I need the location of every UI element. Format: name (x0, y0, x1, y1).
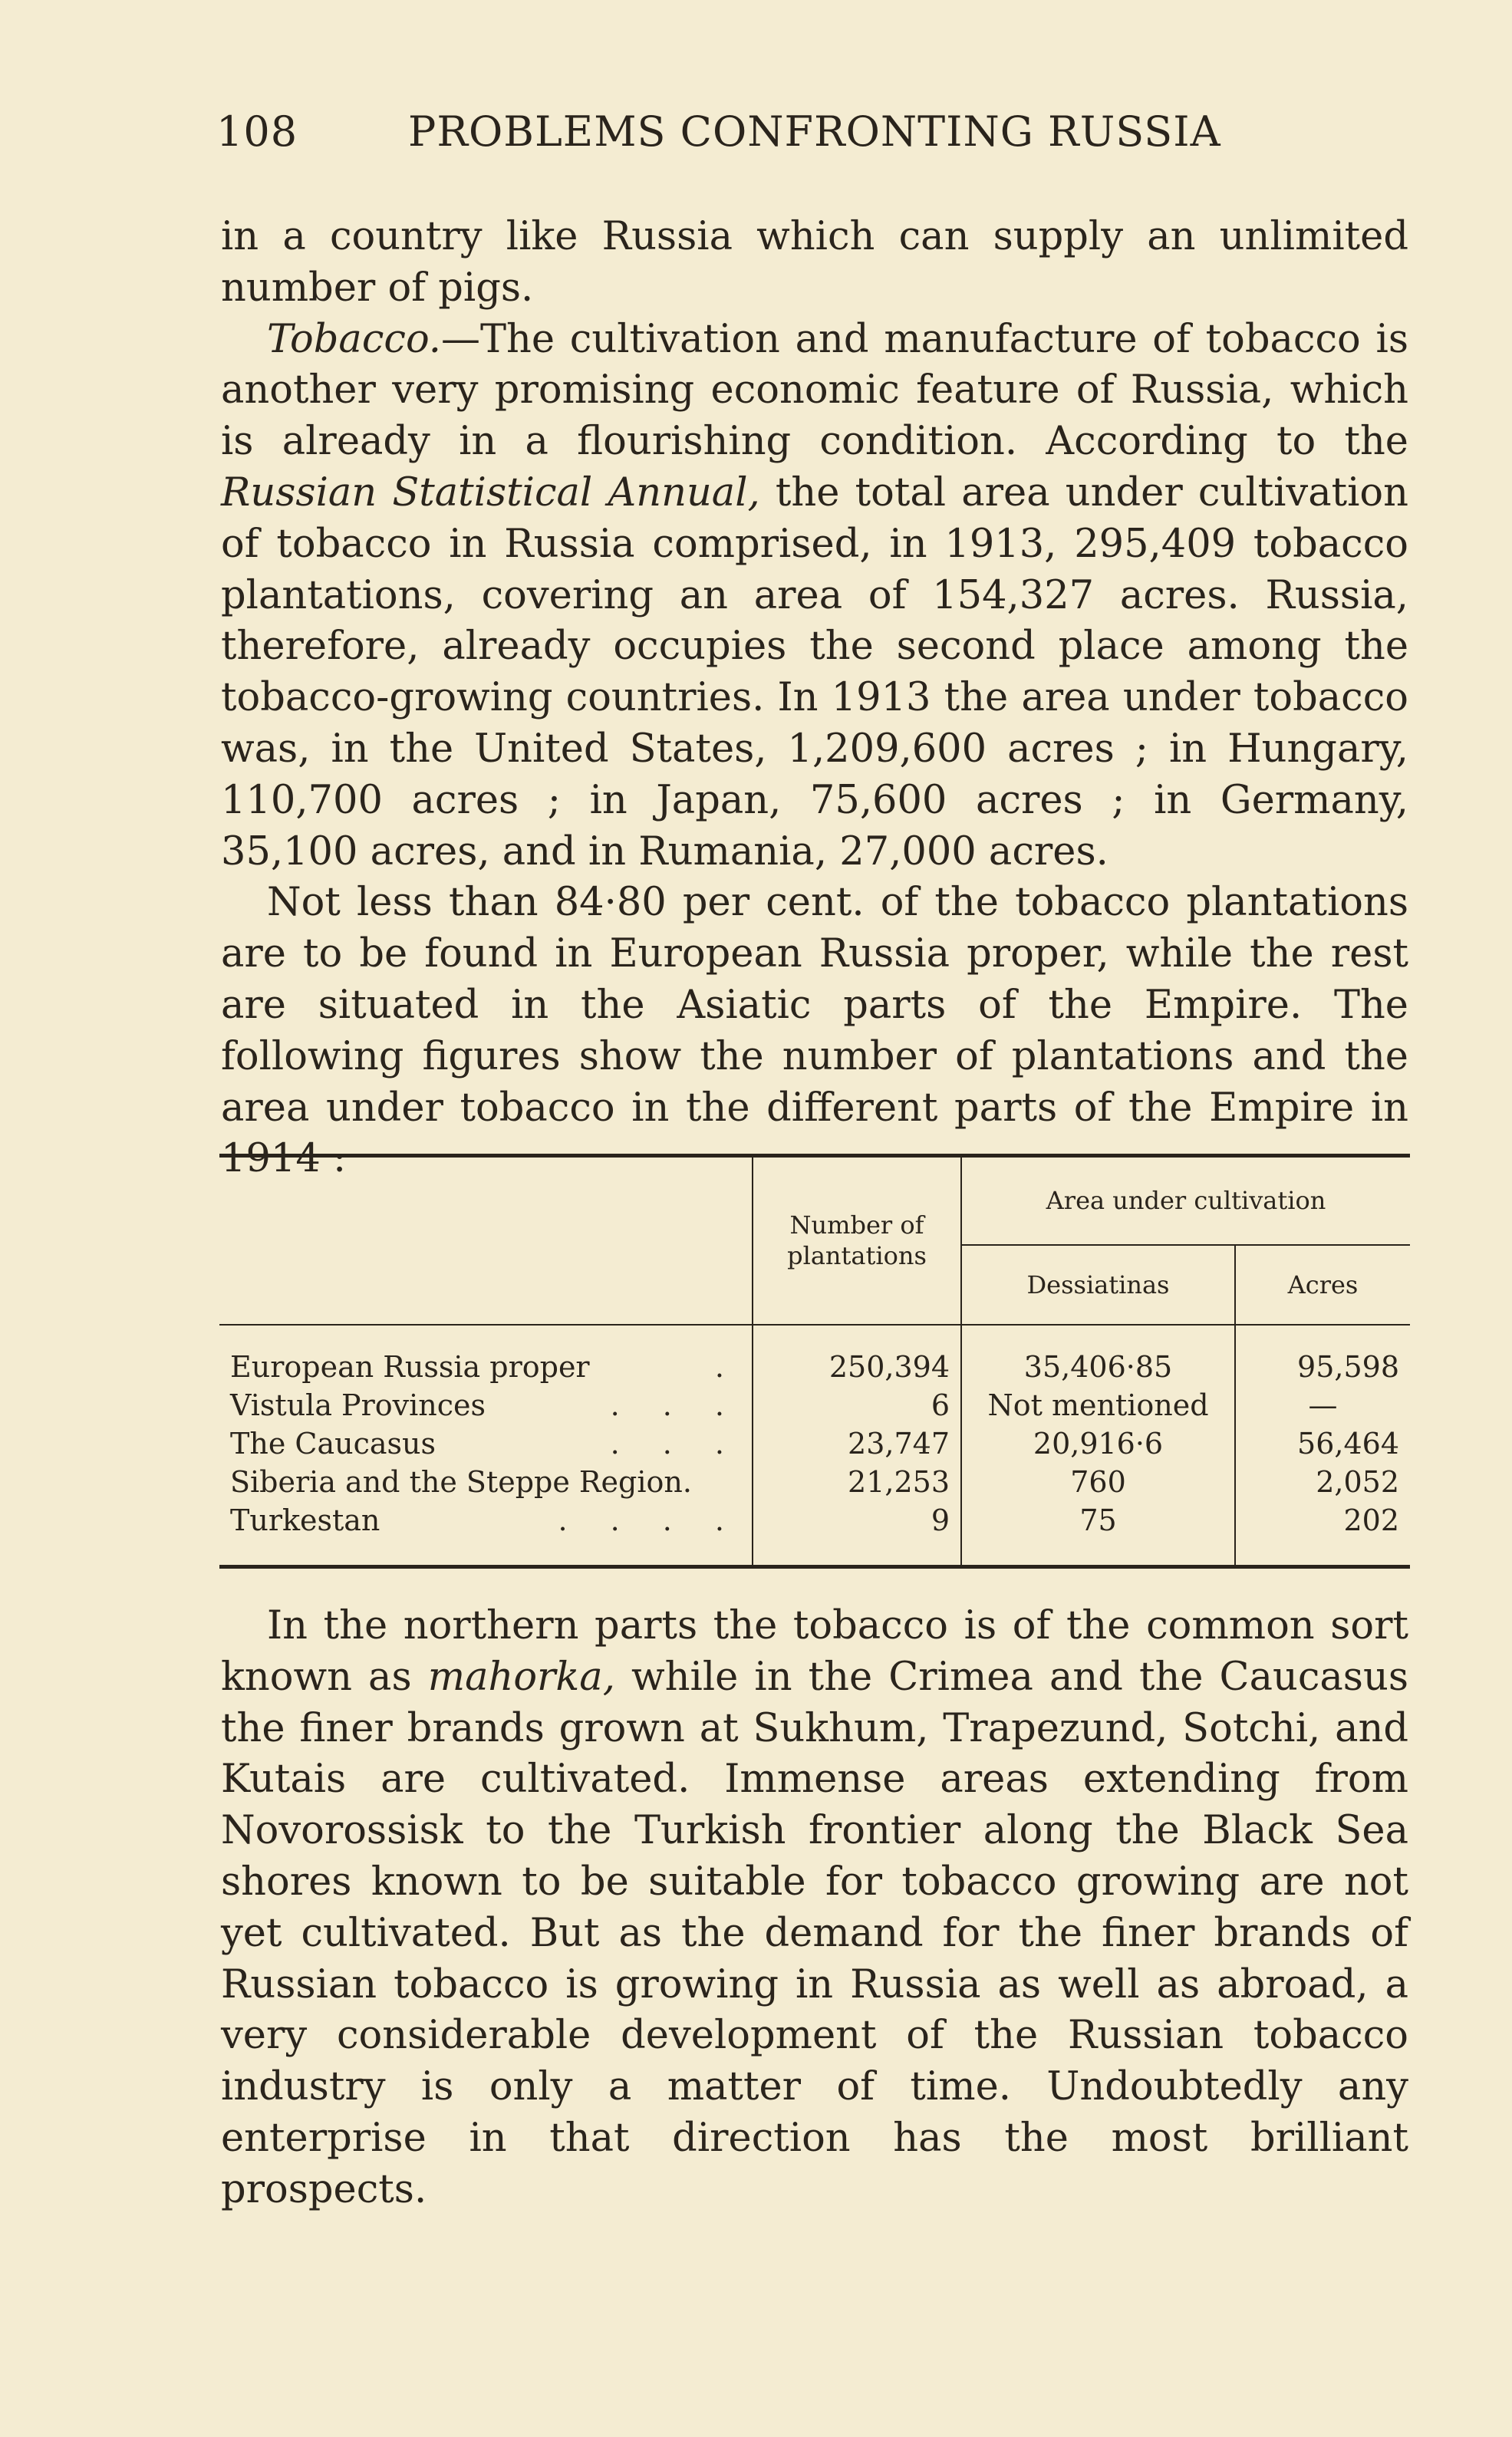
mahorka-text-1: In the northern parts the tobacco is of the common sort known as (221, 1603, 1408, 1700)
running-title: PROBLEMS CONFRONTING RUSSIA (408, 107, 1221, 156)
paragraph-distribution: Not less than 84·80 per cent. of the tobacco plantations are to be found in European Russia proper, while the rest are situated in the Asiatic parts of the Empire. The following figures show the number of plantations and the area under tobacco in the different parts of the Empire in 1914 : (221, 880, 1408, 1182)
body-text-lower (221, 1601, 1408, 2216)
dessiatinas-value: 35,406·85 (961, 1348, 1235, 1386)
plantations-value: 250,394 (753, 1348, 961, 1386)
body-text-upper (221, 212, 1408, 1185)
paragraph-tobacco (221, 315, 1408, 878)
dessiatinas-value: 760 (961, 1463, 1235, 1501)
plantations-header: Number of plantations (753, 1156, 961, 1325)
acres-value: 202 (1235, 1501, 1410, 1540)
region-name: The Caucasus (230, 1426, 436, 1461)
region-name: Turkestan (230, 1503, 380, 1537)
leader-dots: . . . (610, 1388, 741, 1422)
plantations-value: 23,747 (753, 1424, 961, 1463)
plantations-value: 6 (753, 1386, 961, 1424)
plantations-table (219, 1154, 1410, 1583)
leader-dots: . . . (610, 1426, 741, 1461)
source-title: Russian Statistical Annual, (221, 469, 760, 515)
acres-value: 95,598 (1235, 1348, 1410, 1386)
acres-value: 2,052 (1235, 1463, 1410, 1501)
paragraph-pigs: in a country like Russia which can supply an unlimited number of pigs. (221, 214, 1408, 311)
acres-value: — (1235, 1386, 1410, 1424)
acres-value: 56,464 (1235, 1424, 1410, 1463)
table-row (219, 1463, 1410, 1501)
plantations-value: 9 (753, 1501, 961, 1540)
table-row (219, 1424, 1410, 1463)
tobacco-lead: Tobacco. (267, 316, 441, 362)
leader-dots: . (682, 1464, 692, 1499)
tobacco-text-1: —The cultivation and manufacture of tobacco is another very promising economic feature of Russia, which is already in a flourishing condition. According to the (221, 316, 1408, 465)
leader-dots: . (714, 1349, 741, 1384)
tobacco-text-2: the total area under cultivation of tobacco in Russia comprised, in 1913, 295,409 tobacco plantations, covering an area of 154,327 acres. Russia, therefore, already occupies the second place among the tobacco-growing countries. In 1913 the area under tobacco was, in the United States, 1,209,600 acres ; in Hungary, 110,700 acres ; in Japan, 75,600 acres ; in Germany, 35,100 acres, and in Rumania, 27,000 acres. (221, 469, 1408, 874)
region-name: Vistula Provinces (230, 1388, 486, 1422)
acres-header: Acres (1235, 1245, 1410, 1325)
page-number: 108 (216, 107, 298, 156)
dessiatinas-value: 20,916·6 (961, 1424, 1235, 1463)
dessiatinas-value: Not mentioned (961, 1386, 1235, 1424)
area-header: Area under cultivation (961, 1156, 1410, 1245)
region-name: European Russia proper (230, 1349, 590, 1384)
leader-dots: . . . . (558, 1503, 741, 1537)
table-row (219, 1348, 1410, 1386)
dessiatinas-header: Dessiatinas (961, 1245, 1235, 1325)
region-header (219, 1156, 753, 1325)
plantations-value: 21,253 (753, 1463, 961, 1501)
mahorka-text-2: while in the Crimea and the Caucasus the finer brands grown at Sukhum, Trapezund, Sotchi, and Kutais are cultivated. Immense areas extending from Novorossisk to the Turkish frontier along the Black Sea shores known to be suitable for tobacco growing are not yet cultivated. But as the demand for the finer brands of Russian tobacco is growing in Russia as well as abroad, a very considerable development of the Russian tobacco industry is only a matter of time. Undoubtedly any enterprise in that direction has the most brilliant prospects. (221, 1654, 1408, 2212)
dessiatinas-value: 75 (961, 1501, 1235, 1540)
region-name: Siberia and the Steppe Region (230, 1464, 683, 1499)
table-row (219, 1501, 1410, 1540)
running-head (216, 107, 1221, 169)
mahorka-term: mahorka, (427, 1654, 615, 1700)
table-row (219, 1386, 1410, 1424)
paragraph-mahorka (221, 1601, 1408, 2216)
